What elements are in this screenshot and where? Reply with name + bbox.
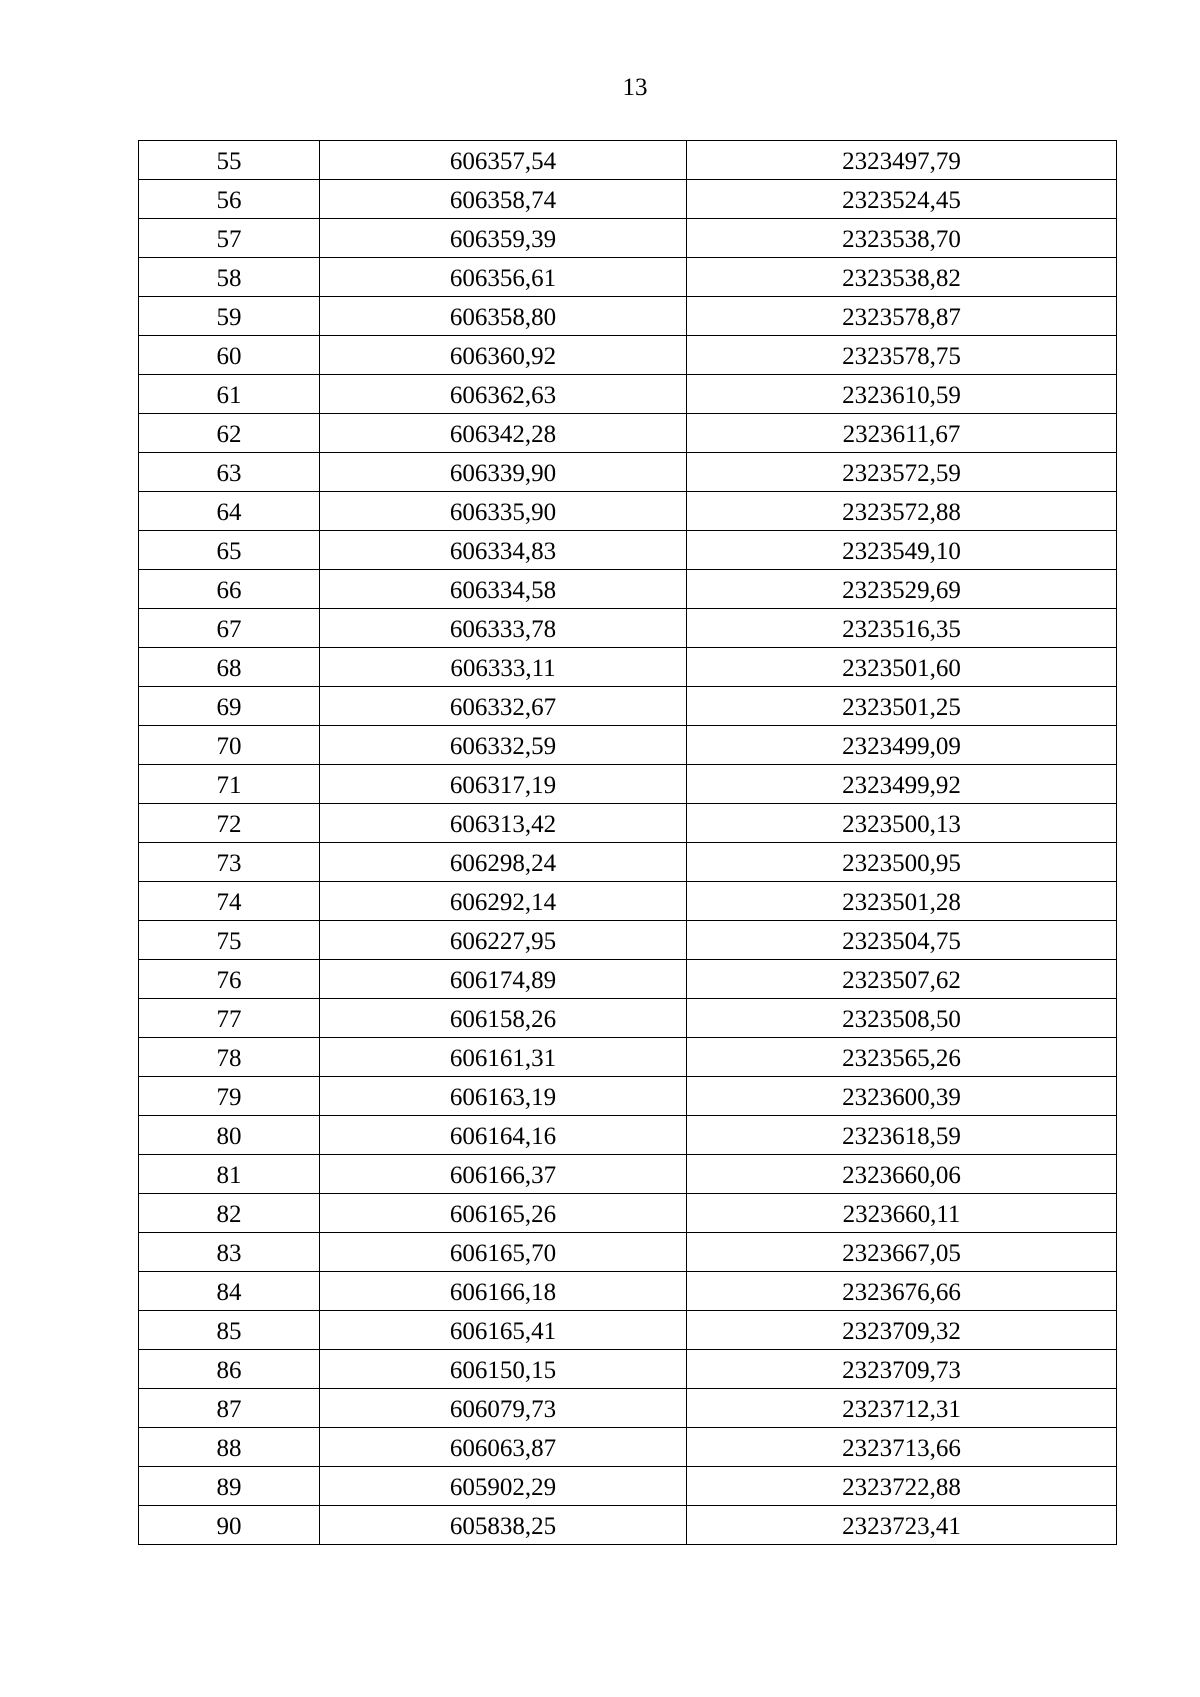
y-coordinate-cell: 2323497,79 <box>687 141 1117 180</box>
x-coordinate-cell: 606333,78 <box>320 609 687 648</box>
x-coordinate-cell: 606359,39 <box>320 219 687 258</box>
y-coordinate-cell: 2323618,59 <box>687 1116 1117 1155</box>
point-number-cell: 76 <box>139 960 320 999</box>
point-number-cell: 65 <box>139 531 320 570</box>
y-coordinate-cell: 2323578,75 <box>687 336 1117 375</box>
table-row <box>139 726 1117 765</box>
point-number-cell: 90 <box>139 1506 320 1545</box>
x-coordinate-cell: 605902,29 <box>320 1467 687 1506</box>
point-number-cell: 68 <box>139 648 320 687</box>
y-coordinate-cell: 2323712,31 <box>687 1389 1117 1428</box>
point-number-cell: 82 <box>139 1194 320 1233</box>
y-coordinate-cell: 2323516,35 <box>687 609 1117 648</box>
y-coordinate-cell: 2323611,67 <box>687 414 1117 453</box>
table-row <box>139 141 1117 180</box>
point-number-cell: 69 <box>139 687 320 726</box>
x-coordinate-cell: 606165,70 <box>320 1233 687 1272</box>
x-coordinate-cell: 606174,89 <box>320 960 687 999</box>
x-coordinate-cell: 606079,73 <box>320 1389 687 1428</box>
x-coordinate-cell: 606360,92 <box>320 336 687 375</box>
table-row <box>139 765 1117 804</box>
x-coordinate-cell: 606298,24 <box>320 843 687 882</box>
y-coordinate-cell: 2323500,13 <box>687 804 1117 843</box>
table-row <box>139 1467 1117 1506</box>
point-number-cell: 83 <box>139 1233 320 1272</box>
y-coordinate-cell: 2323709,32 <box>687 1311 1117 1350</box>
table-row <box>139 453 1117 492</box>
table-row <box>139 1272 1117 1311</box>
point-number-cell: 71 <box>139 765 320 804</box>
table-row <box>139 375 1117 414</box>
point-number-cell: 88 <box>139 1428 320 1467</box>
y-coordinate-cell: 2323501,28 <box>687 882 1117 921</box>
y-coordinate-cell: 2323660,06 <box>687 1155 1117 1194</box>
x-coordinate-cell: 606317,19 <box>320 765 687 804</box>
y-coordinate-cell: 2323508,50 <box>687 999 1117 1038</box>
page-number: 13 <box>622 74 648 101</box>
table-row <box>139 648 1117 687</box>
point-number-cell: 80 <box>139 1116 320 1155</box>
point-number-cell: 77 <box>139 999 320 1038</box>
point-number-cell: 72 <box>139 804 320 843</box>
y-coordinate-cell: 2323501,25 <box>687 687 1117 726</box>
table-row <box>139 1077 1117 1116</box>
y-coordinate-cell: 2323676,66 <box>687 1272 1117 1311</box>
point-number-cell: 61 <box>139 375 320 414</box>
x-coordinate-cell: 606227,95 <box>320 921 687 960</box>
table-row <box>139 414 1117 453</box>
x-coordinate-cell: 606357,54 <box>320 141 687 180</box>
y-coordinate-cell: 2323709,73 <box>687 1350 1117 1389</box>
table-row <box>139 882 1117 921</box>
x-coordinate-cell: 606161,31 <box>320 1038 687 1077</box>
y-coordinate-cell: 2323660,11 <box>687 1194 1117 1233</box>
x-coordinate-cell: 606063,87 <box>320 1428 687 1467</box>
y-coordinate-cell: 2323713,66 <box>687 1428 1117 1467</box>
point-number-cell: 60 <box>139 336 320 375</box>
x-coordinate-cell: 606165,26 <box>320 1194 687 1233</box>
table-row <box>139 492 1117 531</box>
x-coordinate-cell: 606333,11 <box>320 648 687 687</box>
table-row <box>139 1389 1117 1428</box>
x-coordinate-cell: 606334,83 <box>320 531 687 570</box>
y-coordinate-cell: 2323610,59 <box>687 375 1117 414</box>
point-number-cell: 75 <box>139 921 320 960</box>
table-row <box>139 804 1117 843</box>
point-number-cell: 62 <box>139 414 320 453</box>
table-row <box>139 336 1117 375</box>
x-coordinate-cell: 606292,14 <box>320 882 687 921</box>
x-coordinate-cell: 606342,28 <box>320 414 687 453</box>
y-coordinate-cell: 2323572,88 <box>687 492 1117 531</box>
table-row <box>139 999 1117 1038</box>
point-number-cell: 57 <box>139 219 320 258</box>
point-number-cell: 89 <box>139 1467 320 1506</box>
x-coordinate-cell: 606166,18 <box>320 1272 687 1311</box>
x-coordinate-cell: 606150,15 <box>320 1350 687 1389</box>
point-number-cell: 56 <box>139 180 320 219</box>
y-coordinate-cell: 2323499,09 <box>687 726 1117 765</box>
y-coordinate-cell: 2323667,05 <box>687 1233 1117 1272</box>
table-row <box>139 609 1117 648</box>
y-coordinate-cell: 2323504,75 <box>687 921 1117 960</box>
y-coordinate-cell: 2323501,60 <box>687 648 1117 687</box>
table-row <box>139 258 1117 297</box>
point-number-cell: 70 <box>139 726 320 765</box>
x-coordinate-cell: 606358,74 <box>320 180 687 219</box>
point-number-cell: 86 <box>139 1350 320 1389</box>
table-row <box>139 1311 1117 1350</box>
point-number-cell: 58 <box>139 258 320 297</box>
x-coordinate-cell: 605838,25 <box>320 1506 687 1545</box>
y-coordinate-cell: 2323500,95 <box>687 843 1117 882</box>
y-coordinate-cell: 2323529,69 <box>687 570 1117 609</box>
table-row <box>139 1428 1117 1467</box>
point-number-cell: 55 <box>139 141 320 180</box>
point-number-cell: 79 <box>139 1077 320 1116</box>
x-coordinate-cell: 606358,80 <box>320 297 687 336</box>
y-coordinate-cell: 2323549,10 <box>687 531 1117 570</box>
x-coordinate-cell: 606332,59 <box>320 726 687 765</box>
table-row <box>139 1350 1117 1389</box>
y-coordinate-cell: 2323524,45 <box>687 180 1117 219</box>
table-row <box>139 960 1117 999</box>
table-row <box>139 1155 1117 1194</box>
y-coordinate-cell: 2323578,87 <box>687 297 1117 336</box>
point-number-cell: 74 <box>139 882 320 921</box>
x-coordinate-cell: 606158,26 <box>320 999 687 1038</box>
y-coordinate-cell: 2323538,82 <box>687 258 1117 297</box>
y-coordinate-cell: 2323723,41 <box>687 1506 1117 1545</box>
table-row <box>139 1038 1117 1077</box>
table-row <box>139 219 1117 258</box>
table-row <box>139 297 1117 336</box>
point-number-cell: 73 <box>139 843 320 882</box>
coordinates-table <box>138 140 1117 1545</box>
x-coordinate-cell: 606163,19 <box>320 1077 687 1116</box>
x-coordinate-cell: 606164,16 <box>320 1116 687 1155</box>
y-coordinate-cell: 2323538,70 <box>687 219 1117 258</box>
point-number-cell: 59 <box>139 297 320 336</box>
point-number-cell: 66 <box>139 570 320 609</box>
table-row <box>139 180 1117 219</box>
table-row <box>139 1506 1117 1545</box>
x-coordinate-cell: 606165,41 <box>320 1311 687 1350</box>
table-row <box>139 1116 1117 1155</box>
x-coordinate-cell: 606334,58 <box>320 570 687 609</box>
y-coordinate-cell: 2323507,62 <box>687 960 1117 999</box>
point-number-cell: 78 <box>139 1038 320 1077</box>
point-number-cell: 87 <box>139 1389 320 1428</box>
point-number-cell: 84 <box>139 1272 320 1311</box>
table-body <box>139 141 1117 1545</box>
point-number-cell: 81 <box>139 1155 320 1194</box>
x-coordinate-cell: 606362,63 <box>320 375 687 414</box>
x-coordinate-cell: 606339,90 <box>320 453 687 492</box>
table-row <box>139 1194 1117 1233</box>
table-row <box>139 843 1117 882</box>
point-number-cell: 63 <box>139 453 320 492</box>
y-coordinate-cell: 2323565,26 <box>687 1038 1117 1077</box>
y-coordinate-cell: 2323600,39 <box>687 1077 1117 1116</box>
y-coordinate-cell: 2323722,88 <box>687 1467 1117 1506</box>
x-coordinate-cell: 606356,61 <box>320 258 687 297</box>
point-number-cell: 85 <box>139 1311 320 1350</box>
y-coordinate-cell: 2323572,59 <box>687 453 1117 492</box>
point-number-cell: 67 <box>139 609 320 648</box>
table-row <box>139 1233 1117 1272</box>
table-row <box>139 921 1117 960</box>
table-row <box>139 570 1117 609</box>
x-coordinate-cell: 606335,90 <box>320 492 687 531</box>
point-number-cell: 64 <box>139 492 320 531</box>
x-coordinate-cell: 606313,42 <box>320 804 687 843</box>
x-coordinate-cell: 606166,37 <box>320 1155 687 1194</box>
x-coordinate-cell: 606332,67 <box>320 687 687 726</box>
table-row <box>139 531 1117 570</box>
table-row <box>139 687 1117 726</box>
y-coordinate-cell: 2323499,92 <box>687 765 1117 804</box>
